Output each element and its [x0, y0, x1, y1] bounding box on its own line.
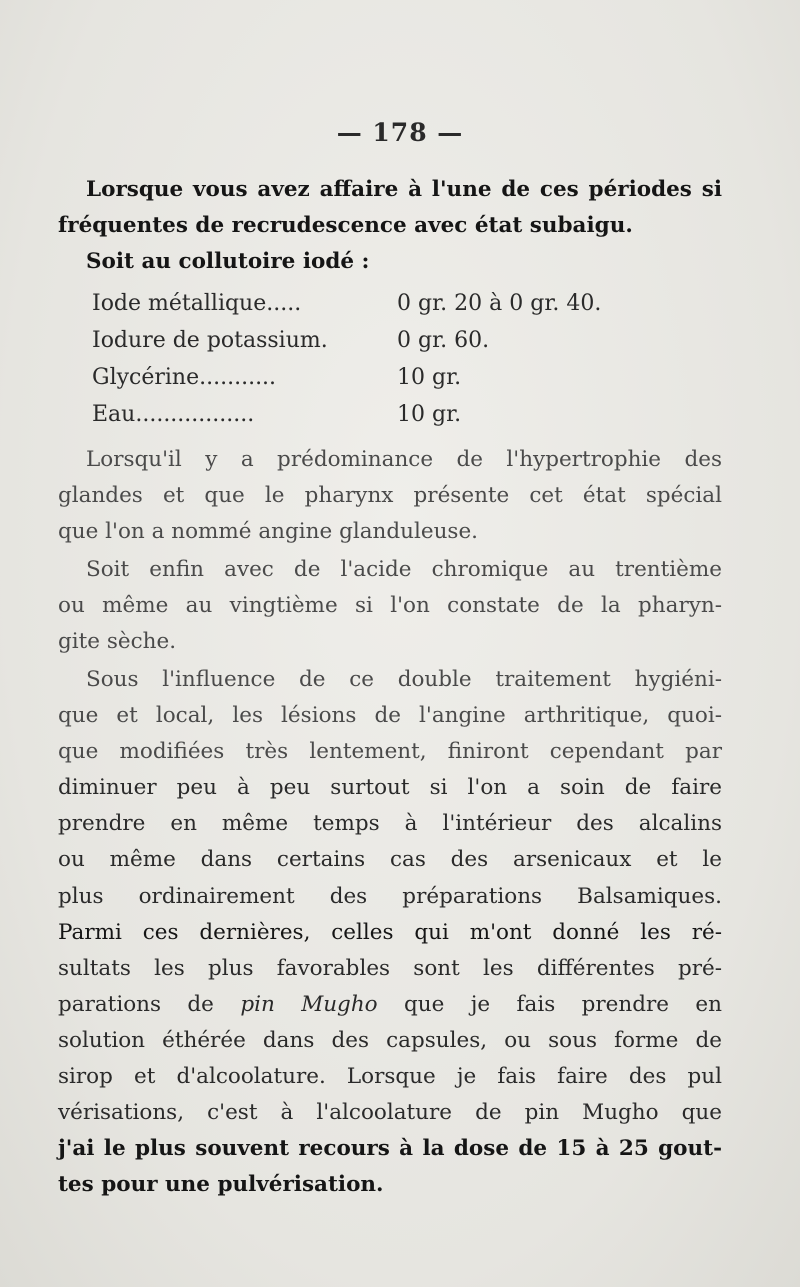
- recipe-quantity: 10 gr.: [397, 365, 462, 390]
- recipe-ingredient: Glycérine...........: [92, 365, 277, 390]
- text-line: glandes et que le pharynx présente cet état spécial: [58, 483, 722, 509]
- page-number: — 178 —: [336, 118, 464, 147]
- text-line: ou même au vingtième si l'on constate de la pharyn-: [58, 593, 722, 619]
- text-fragment: parations de: [58, 991, 241, 1017]
- text-line: j'ai le plus souvent recours à la dose de 15 à 25 gout-: [58, 1136, 722, 1162]
- text-line: sirop et d'alcoolature. Lorsque je fais faire des pul: [58, 1064, 722, 1090]
- recipe-quantity: 0 gr. 20 à 0 gr. 40.: [397, 291, 602, 316]
- text-line: Sous l'influence de ce double traitement hygiéni-: [86, 667, 722, 692]
- text-line: vérisations, c'est à l'alcoolature de pin Mugho que: [58, 1100, 722, 1126]
- paragraph-chromic-acid: [58, 552, 722, 660]
- text-fragment: que je fais prendre en: [377, 991, 722, 1017]
- recipe-table: [92, 285, 692, 433]
- recipe-ingredient: Iode métallique.....: [92, 291, 302, 316]
- text-line: que modifiées très lentement, finiront cependant par: [58, 739, 722, 765]
- text-line: Parmi ces dernières, celles qui m'ont donné les ré-: [58, 919, 722, 945]
- text-line: plus ordinairement des préparations Balsamiques.: [58, 883, 722, 909]
- paragraph-hypertrophy: [58, 442, 722, 550]
- text-line: [58, 987, 722, 1023]
- text-line: fréquentes de recrudescence avec état subaigu.: [58, 213, 633, 239]
- recipe-row: [92, 322, 692, 359]
- recipe-row: [92, 396, 692, 433]
- text-line: ou même dans certains cas des arsenicaux et le: [58, 847, 722, 873]
- text-line: Lorsqu'il y a prédominance de l'hypertrophie des: [86, 447, 722, 472]
- recipe-quantity: 0 gr. 60.: [397, 328, 490, 353]
- intro-paragraph: [58, 172, 722, 280]
- text-line: gite sèche.: [58, 629, 177, 655]
- recipe-ingredient: Eau.................: [92, 402, 255, 427]
- recipe-quantity: 10 gr.: [397, 402, 462, 427]
- text-line: Lorsque vous avez affaire à l'une de ces périodes si: [86, 177, 722, 202]
- text-line: tes pour une pulvérisation.: [58, 1172, 384, 1198]
- text-line: que et local, les lésions de l'angine arthritique, quoi-: [58, 703, 722, 729]
- text-line: Soit au collutoire iodé :: [86, 249, 370, 275]
- text-line: diminuer peu à peu surtout si l'on a soin de faire: [58, 775, 722, 801]
- text-line: sultats les plus favorables sont les différentes pré-: [58, 955, 722, 981]
- text-line: Soit enfin avec de l'acide chromique au trentième: [86, 557, 722, 582]
- text-line: solution éthérée dans des capsules, ou sous forme de: [58, 1027, 722, 1053]
- recipe-ingredient: Iodure de potassium.: [92, 328, 328, 353]
- paragraph-treatment: [58, 662, 722, 1203]
- emphasis-pin-mugho: pin Mugho: [240, 991, 378, 1017]
- text-line: prendre en même temps à l'intérieur des alcalins: [58, 811, 722, 837]
- recipe-row: [92, 285, 692, 322]
- recipe-row: [92, 359, 692, 396]
- text-line: que l'on a nommé angine glanduleuse.: [58, 519, 479, 545]
